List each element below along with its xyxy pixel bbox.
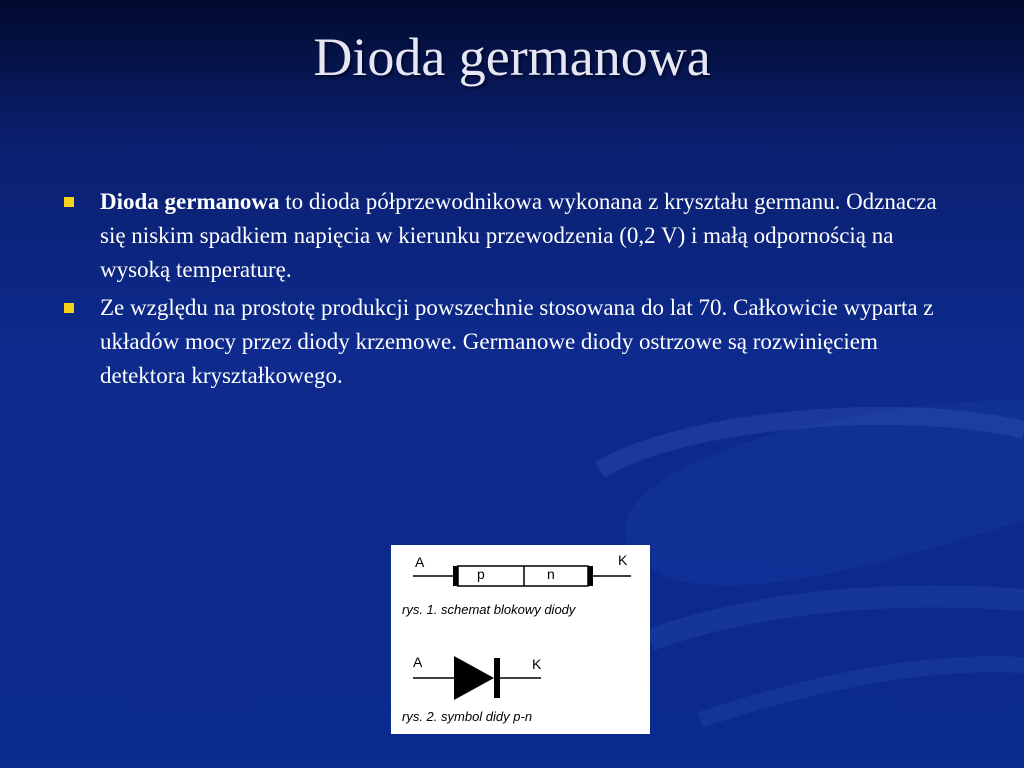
bullet-text: to dioda półprzewodnikowa wykonana z kryształu germanu. Odznacza się niskim spadkiem napięcia w kierunku przewodzenia (0,2 V) i małą odpornością na wysoką temperaturę.	[100, 189, 937, 282]
block-anode-label: A	[415, 554, 425, 570]
slide-title: Dioda germanowa	[313, 27, 711, 87]
p-region-label: p	[477, 566, 485, 582]
diode-figure	[391, 545, 650, 734]
bullet-text: Ze względu na prostotę produkcji powszechnie stosowana do lat 70. Całkowicie wyparta z układów mocy przez diody krzemowe. Germanowe diody ostrzowe są rozwinięciem detektora kryształkowego.	[100, 295, 934, 388]
block-cathode-label: K	[618, 552, 628, 568]
bullet-item	[60, 291, 960, 393]
bullet-square-icon	[64, 303, 74, 313]
symbol-anode-label: A	[413, 654, 423, 670]
symbol-caption: rys. 2. symbol didy p-n	[402, 709, 533, 724]
block-caption: rys. 1. schemat blokowy diody	[402, 602, 576, 617]
symbol-cathode-label: K	[532, 656, 542, 672]
diode-symbol-icon	[402, 654, 542, 724]
bullet-square-icon	[64, 197, 74, 207]
bullet-item	[60, 185, 960, 287]
bullet-list	[60, 185, 960, 397]
block-diagram	[402, 552, 631, 617]
bullet-bold-term: Dioda germanowa	[100, 189, 280, 214]
n-region-label: n	[547, 566, 555, 582]
